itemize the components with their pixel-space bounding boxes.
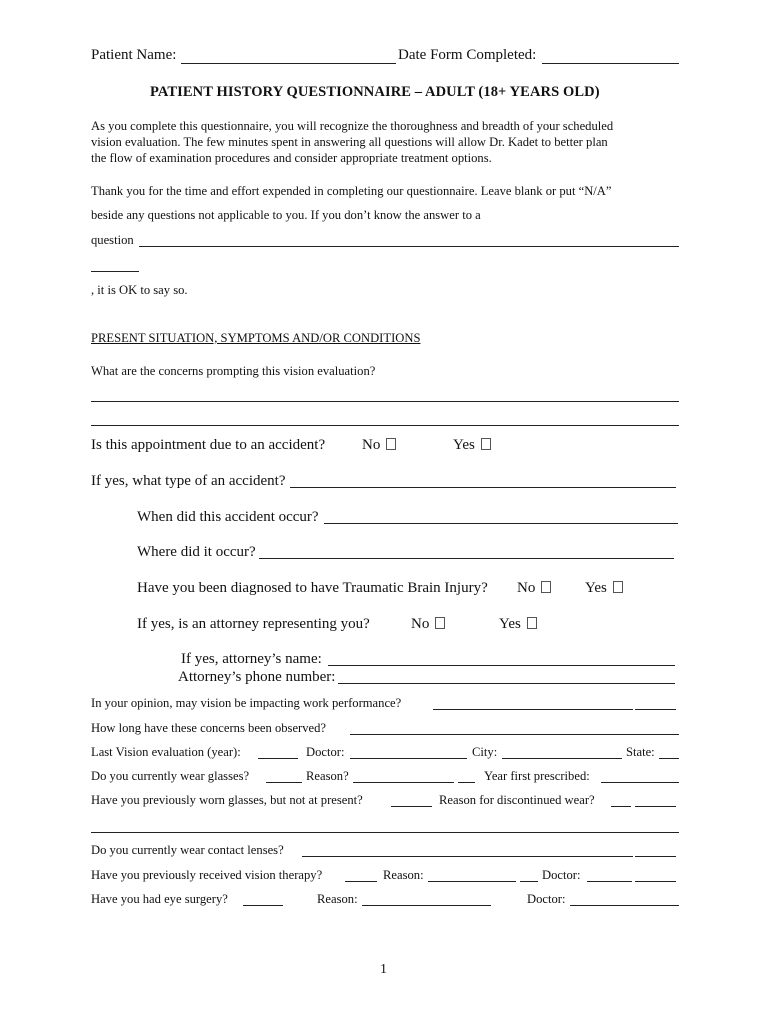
- attorney-question: If yes, is an attorney representing you?: [137, 616, 370, 632]
- therapy-field[interactable]: [345, 881, 377, 882]
- last-eval-city-label: City:: [472, 745, 498, 759]
- reason-discontinued-label: Reason for discontinued wear?: [439, 793, 595, 807]
- therapy-reason-field[interactable]: [428, 881, 516, 882]
- surgery-doctor-field[interactable]: [570, 905, 679, 906]
- accident-no-label: No: [362, 437, 381, 453]
- surgery-reason-field[interactable]: [362, 905, 491, 906]
- contacts-question: Do you currently wear contact lenses?: [91, 843, 284, 857]
- attorney-no-label: No: [411, 616, 430, 632]
- accident-where-label: Where did it occur?: [137, 544, 256, 560]
- checkbox-icon[interactable]: [541, 581, 551, 593]
- attorney-name-label: If yes, attorney’s name:: [181, 651, 322, 667]
- accident-yes-label: Yes: [453, 437, 475, 453]
- year-first-label: Year first prescribed:: [484, 769, 590, 783]
- reason-discontinued-line[interactable]: [91, 832, 679, 833]
- tbi-yes-option[interactable]: [585, 580, 623, 597]
- beside-text: beside any questions not applicable to you. If you don’t know the answer to a: [91, 208, 481, 222]
- last-eval-city-field[interactable]: [502, 758, 622, 759]
- last-eval-state-field[interactable]: [659, 758, 679, 759]
- last-eval-state-label: State:: [626, 745, 655, 759]
- intro-line-2: vision evaluation. The few minutes spent in answering all questions will allow Dr. Kadet to better plan: [91, 135, 608, 149]
- accident-where-field[interactable]: [259, 558, 674, 559]
- date-form-completed-label: Date Form Completed:: [398, 47, 537, 63]
- year-first-field[interactable]: [601, 782, 679, 783]
- glasses-question: Do you currently wear glasses?: [91, 769, 250, 783]
- attorney-phone-label: Attorney’s phone number:: [178, 669, 336, 685]
- contacts-field[interactable]: [302, 856, 633, 857]
- work-performance-field-2[interactable]: [635, 709, 676, 710]
- work-performance-field[interactable]: [433, 709, 633, 710]
- concerns-line-1[interactable]: [91, 401, 679, 402]
- glasses-reason-field[interactable]: [353, 782, 454, 783]
- last-eval-doctor-field[interactable]: [350, 758, 467, 759]
- last-eval-year-field[interactable]: [258, 758, 298, 759]
- tbi-yes-label: Yes: [585, 580, 607, 596]
- therapy-doctor-field-2[interactable]: [635, 881, 676, 882]
- reason-discontinued-field-2[interactable]: [635, 806, 676, 807]
- attorney-no-option[interactable]: [411, 616, 445, 633]
- accident-type-label: If yes, what type of an accident?: [91, 473, 286, 489]
- date-form-completed-field[interactable]: [542, 63, 679, 64]
- therapy-doctor-label: Doctor:: [542, 868, 581, 882]
- surgery-field[interactable]: [243, 905, 283, 906]
- therapy-question: Have you previously received vision therapy?: [91, 868, 323, 882]
- question-text: question: [91, 233, 134, 247]
- tbi-no-option[interactable]: [517, 580, 551, 597]
- attorney-phone-field[interactable]: [338, 683, 675, 684]
- therapy-reason-label: Reason:: [383, 868, 424, 882]
- ok-text: , it is OK to say so.: [91, 283, 188, 297]
- surgery-question: Have you had eye surgery?: [91, 892, 228, 906]
- section-heading: PRESENT SITUATION, SYMPTOMS AND/OR CONDITIONS: [91, 331, 421, 345]
- accident-yes-option[interactable]: [453, 437, 491, 454]
- thanks-text: Thank you for the time and effort expended in completing our questionnaire. Leave blank or put “N/A”: [91, 184, 612, 198]
- work-performance-question: In your opinion, may vision be impacting work performance?: [91, 696, 402, 710]
- therapy-doctor-field[interactable]: [587, 881, 632, 882]
- last-eval-doctor-label: Doctor:: [306, 745, 345, 759]
- question-line[interactable]: [139, 246, 679, 247]
- concerns-question: What are the concerns prompting this vision evaluation?: [91, 364, 376, 378]
- prev-glasses-question: Have you previously worn glasses, but not at present?: [91, 793, 363, 807]
- how-long-field[interactable]: [350, 734, 679, 735]
- reason-discontinued-field[interactable]: [611, 806, 631, 807]
- therapy-reason-field-2[interactable]: [520, 881, 538, 882]
- last-eval-label: Last Vision evaluation (year):: [91, 745, 241, 759]
- page-number: 1: [380, 962, 387, 977]
- accident-no-option[interactable]: [362, 437, 396, 454]
- checkbox-icon[interactable]: [386, 438, 396, 450]
- contacts-field-2[interactable]: [635, 856, 676, 857]
- patient-name-field[interactable]: [181, 63, 396, 64]
- accident-when-label: When did this accident occur?: [137, 509, 319, 525]
- glasses-reason-field-2[interactable]: [458, 782, 475, 783]
- accident-question: Is this appointment due to an accident?: [91, 437, 326, 453]
- attorney-name-field[interactable]: [328, 665, 675, 666]
- intro-line-1: As you complete this questionnaire, you will recognize the thoroughness and breadth of your scheduled: [91, 119, 614, 133]
- tbi-no-label: No: [517, 580, 536, 596]
- attorney-yes-option[interactable]: [499, 616, 537, 633]
- surgery-doctor-label: Doctor:: [527, 892, 566, 906]
- glasses-field[interactable]: [266, 782, 302, 783]
- attorney-yes-label: Yes: [499, 616, 521, 632]
- surgery-reason-label: Reason:: [317, 892, 358, 906]
- checkbox-icon[interactable]: [435, 617, 445, 629]
- patient-name-label: Patient Name:: [91, 47, 177, 63]
- tbi-question: Have you been diagnosed to have Traumatic Brain Injury?: [137, 580, 488, 596]
- checkbox-icon[interactable]: [613, 581, 623, 593]
- checkbox-icon[interactable]: [527, 617, 537, 629]
- glasses-reason-label: Reason?: [306, 769, 349, 783]
- concerns-line-2[interactable]: [91, 425, 679, 426]
- checkbox-icon[interactable]: [481, 438, 491, 450]
- question-line-2[interactable]: [91, 271, 139, 272]
- intro-line-3: the flow of examination procedures and consider appropriate treatment options.: [91, 151, 492, 165]
- how-long-question: How long have these concerns been observed?: [91, 721, 326, 735]
- accident-type-field[interactable]: [290, 487, 676, 488]
- accident-when-field[interactable]: [324, 523, 678, 524]
- prev-glasses-field[interactable]: [391, 806, 432, 807]
- form-title: PATIENT HISTORY QUESTIONNAIRE – ADULT (18+ YEARS OLD): [150, 84, 600, 100]
